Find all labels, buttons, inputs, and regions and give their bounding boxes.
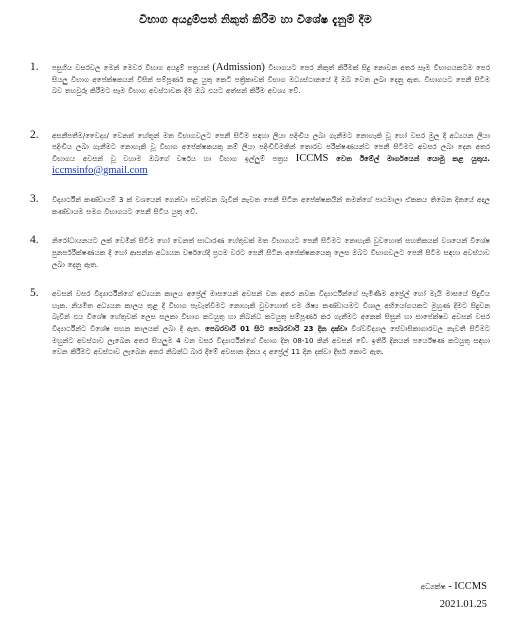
signature-date: 2021.01.25 bbox=[439, 599, 487, 610]
email-link[interactable]: iccmsinfo@gmail.com bbox=[52, 164, 148, 176]
item-text bbox=[52, 288, 490, 358]
list-item bbox=[30, 235, 490, 270]
item-text-part: විභාගයට පෙර නිකුත් කිරීමක් සිදු නොවන අතර සෑම විභාගයකටම පෙර සියලු විභාග අපේක්ෂකයන් විසින් සම්පූර්ණ කළ යුතු කෙටි පත්‍රිකාවක් විභාග මධ්‍යස්ථානයේ දී ඔබ වෙත ලබා දෙනු ඇත. විභාගයට පෙනී සිටීම බව තහවුරු කිරීමට සෑම විභාග අවස්ථාවක දීම ඔබ එයට අත්සන් කිරීම අවශ්‍ය වේ. bbox=[52, 63, 490, 96]
signatory-role: අධ්‍යක්ෂ bbox=[420, 582, 446, 591]
list-item bbox=[30, 62, 490, 97]
list-item bbox=[30, 288, 490, 358]
item-text-part: අවසන් වසර විද්‍යාර්ථීන්ගේ අධ්‍යයන කාලය අප්‍රේල් මාසයෙන් අවසන් වන අතර නවක විද්‍යාර්ථීන්ගේ පැමිණීම අප්‍රේල් හෝ මැයි මාසයේ සිදුවිය හැක. නියමිත අධ්‍යයන කාලය තුළ දී විභාග පැවැත්වීමට නොහැකි වුවහොත් එම ශිෂ්‍ය කණ්ඩායමට විශාල අභියෝගයකට මුහුණ දීමට සිදුවන බැවින් එය විශේෂ හේතුවක් ලෙස සලකා විභාග කටයුතු හා නිබන්ධ කටයුතු සම්පූර්ණ කර ගැනීමට අනෙක් සිසුන් හා සාපේක්ෂව අවසන් වසර විද්‍යාර්ථීන්ට විශේෂ සහන කාලයක් ලබා දී ඇත. bbox=[52, 289, 490, 333]
iccms-term: ICCMS bbox=[295, 152, 329, 164]
item-number: 2. bbox=[30, 128, 39, 141]
item-number: 1. bbox=[30, 61, 39, 73]
item-text-part: විශ්වවිද්‍යාල සේවාසිකාගාරවල නැවතී සිටීමට මහුන්ට අවස්ථාව ලැබෙන අතර සියලුම 4 වන වසර විද්‍යාර්ථීන්ගේ විභාග දින 08-10 කින් අවසන් වේ. ඉතිරි දිනයන් පර්යේෂණ කටයුතු සඳහා වෙන කිරීමට අවස්ථාව ලැබෙන අතර නිබන්ධ බාර දීමේ අවසාන දිනය ද අප්‍රේල් 11 දින දක්වා දීර්ඝ කොට ඇත. bbox=[52, 323, 490, 357]
item-number: 3. bbox=[30, 193, 39, 206]
signature-block bbox=[420, 578, 487, 614]
admission-term: (Admission) bbox=[212, 62, 265, 73]
item-text bbox=[52, 62, 490, 97]
item-number: 5. bbox=[30, 287, 39, 300]
item-text-part: පසුගිය වසරවල මෙන් මෙවර විභාග අයදුම් පත්‍රයක් bbox=[52, 63, 213, 72]
item-text-part: අසනීපතීම/වෛද්‍ය/ වෙනත් හේතූන් මත විභාගවලට පෙනී සිටීම සඳහා ලියා පදිංචිය ලබා ගැනීමට නොහැකි වූ හෝ වසර මුල දී අධ්‍යයන ලියා පදිංචිය ලබා ගැනීමට නොහැකි වූ විභාග අපේක්ෂකයකු නම් ලියා පදිංචිවීමකින් තොරව පරීක්ෂණයන්ට පෙනී සිටීමට අවසර ලබා දෙන අතර විභාගය අවසන් වූ වහාම ඔබගේ වර්ෂය හා විභාග ඉල්ලුම් පත්‍රය bbox=[52, 130, 490, 163]
item-text bbox=[52, 130, 490, 176]
item-text: විද්‍යාර්ථීන් කණ්ඩායම් 3 ක් වශයෙන් ගෙන්වා පවත්වන බැවින් නැවත පෙනී සිටින අපේක්ෂකයින් තමන්ගේ පාඨමාලා ඒකකය තිබෙන දිනයේ අදාල කණ්ඩායම සමග විභාගයට පෙනී සිටිය යුතු වේ. bbox=[52, 195, 490, 216]
notice-list bbox=[30, 62, 490, 358]
list-item bbox=[30, 194, 490, 217]
list-item bbox=[30, 130, 490, 176]
signature-line bbox=[420, 578, 487, 596]
item-text: නිරෝධායනයට ලක් වෙමින් සිටීම හෝ වෙනත් සාධාරණ හේතුවක් මත විභාගයට පෙනී සිටීමට නොහැකි වුවහොත් සහතිකයක් වශයෙන් විශේෂ පුනර්පරීක්ෂණයක දී හෝ ආසන්න අධ්‍යයන වර්ෂයේදී ප්‍රථම වරට පෙනී සිටින අපේක්ෂකයෙකු ලෙස ඔබට විභාගවලට පෙනී සිටීම සඳහා අවස්ථාව ලබා දෙනු ඇත. bbox=[52, 236, 490, 269]
item-number: 4. bbox=[30, 234, 39, 247]
signatory-org: - ICCMS bbox=[445, 581, 487, 592]
document-title: විභාග අයදුම්පත් නිකුත් කිරීම හා විශේෂ දැනුම් දීම bbox=[139, 13, 372, 26]
email-instruction: වෙත ඊමේල් මාර්ගයෙන් යොමු කළ යුතුය. bbox=[328, 153, 490, 163]
date-range-highlight: පෙබරවාරි 01 සිට පෙබරවාරි 23 දින දක්වා bbox=[205, 323, 348, 333]
